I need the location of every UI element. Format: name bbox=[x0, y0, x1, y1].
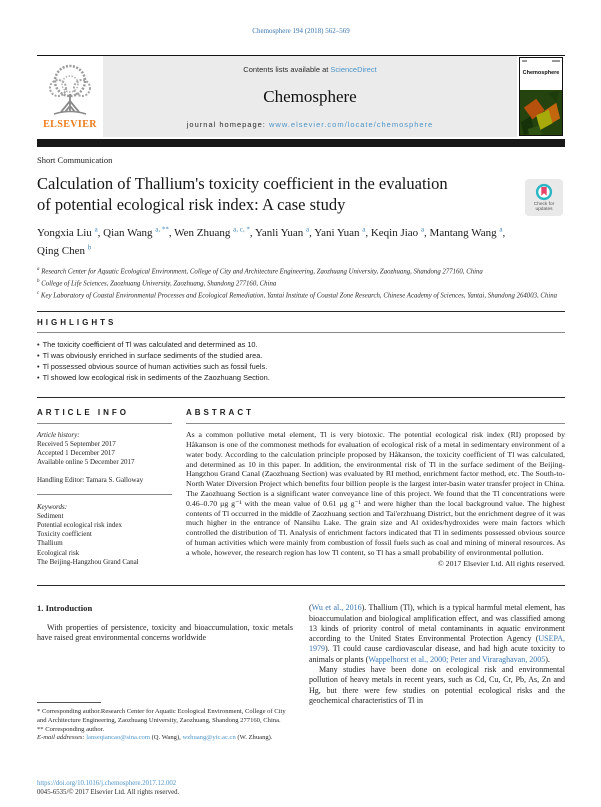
contents-prefix: Contents lists available at bbox=[243, 65, 331, 74]
sciencedirect-link[interactable]: ScienceDirect bbox=[330, 65, 377, 74]
author-affil-mark: b bbox=[87, 243, 92, 252]
paragraph-text: ( bbox=[309, 603, 312, 613]
highlight-text: Tl showed low ecological risk in sediments of the Zaozhuang Section. bbox=[42, 373, 270, 383]
article-footer bbox=[37, 779, 179, 797]
check-for-updates-button[interactable] bbox=[525, 179, 563, 216]
abstract-column bbox=[186, 408, 565, 569]
highlight-item bbox=[37, 350, 565, 361]
cover-header bbox=[520, 58, 562, 90]
affiliation-text: Research Center for Aquatic Ecological Environment, College of City and Architecture Engineering, Zaozhuang University, Zaozhuang, Shandong 277160, China bbox=[39, 268, 483, 276]
author-affil-mark: a bbox=[94, 225, 98, 233]
bullet-icon: • bbox=[37, 373, 40, 383]
author-separator: , bbox=[249, 226, 255, 239]
author-name: Yani Yuan bbox=[314, 226, 360, 239]
doi-link[interactable]: https://doi.org/10.1016/j.chemosphere.2017.12.002 bbox=[37, 780, 177, 787]
author-name: Qian Wang bbox=[103, 226, 153, 239]
check-updates-label-line2: updates bbox=[535, 207, 553, 212]
introduction-section bbox=[37, 603, 565, 706]
copyright-line: © 2017 Elsevier Ltd. All rights reserved. bbox=[437, 559, 565, 569]
divider bbox=[37, 332, 565, 333]
author-affil-mark: a bbox=[362, 225, 366, 233]
author-affil-mark: a bbox=[499, 225, 503, 233]
email-owner: (Q. Wang), bbox=[149, 734, 183, 742]
keyword: Potential ecological risk index bbox=[37, 520, 122, 529]
paragraph-text: ). bbox=[545, 654, 550, 664]
keyword: Toxicity coefficient bbox=[37, 530, 92, 539]
highlights-list bbox=[37, 339, 565, 383]
article-title-line2: of potential ecological risk index: A case study bbox=[37, 194, 346, 214]
highlight-text: The toxicity coefficient of Tl was calculated and determined as 10. bbox=[42, 340, 258, 350]
affiliation-list bbox=[37, 265, 565, 300]
author-name: Wen Zhuang bbox=[174, 226, 231, 239]
highlight-text: Tl possessed obvious source of human activities such as fossil fuels. bbox=[42, 362, 268, 372]
author-name: Yanli Yuan bbox=[254, 226, 304, 239]
article-info-heading: ARTICLE INFO bbox=[37, 408, 129, 418]
intro-right-column bbox=[309, 603, 565, 706]
author-name: Qing Chen bbox=[37, 244, 85, 257]
keyword: Ecological risk bbox=[37, 548, 80, 557]
journal-cover-thumbnail[interactable] bbox=[519, 57, 563, 136]
author bbox=[37, 227, 103, 239]
cover-art-image bbox=[520, 90, 562, 135]
author-separator: , bbox=[365, 226, 371, 239]
article-info-column bbox=[37, 408, 172, 569]
section-heading: 1. Introduction bbox=[37, 603, 93, 614]
intro-left-column bbox=[37, 603, 293, 706]
cover-title: Chemosphere bbox=[522, 70, 560, 76]
author-separator: , bbox=[502, 226, 506, 239]
issn-copyright-line: 0045-6535/© 2017 Elsevier Ltd. All rights reserved. bbox=[37, 789, 180, 796]
crossmark-icon bbox=[535, 183, 553, 201]
affiliation bbox=[37, 265, 565, 277]
homepage-line bbox=[107, 120, 513, 129]
affiliation bbox=[37, 289, 565, 301]
paragraph-text: ). Tl could cause cardiovascular disease, and had high acute toxicity to animals or plants ( bbox=[309, 644, 565, 664]
check-updates-label-line1: Check for bbox=[533, 201, 555, 207]
handling-editor: Handling Editor: Tamara S. Galloway bbox=[37, 476, 144, 485]
highlights-heading: HIGHLIGHTS bbox=[37, 318, 117, 328]
author-name: Keqin Jiao bbox=[370, 226, 419, 239]
elsevier-tree-icon bbox=[44, 62, 96, 118]
footnote-divider bbox=[37, 702, 101, 703]
highlight-text: Tl was obviously enriched in surface sediments of the studied area. bbox=[42, 351, 263, 361]
intro-paragraph bbox=[309, 603, 565, 665]
divider bbox=[37, 494, 172, 495]
journal-header bbox=[37, 56, 565, 137]
email-owner: (W. Zhuang). bbox=[235, 734, 273, 742]
journal-header-center bbox=[103, 56, 517, 137]
history-item: Accepted 1 December 2017 bbox=[37, 448, 115, 457]
keyword: The Beijing-Hangzhou Grand Canal bbox=[37, 557, 139, 566]
corresponding-author-note-2: ** Corresponding author. bbox=[37, 725, 105, 733]
intro-paragraph: Many studies have been done on ecological risk and environmental pollution of heavy metals in recent years, such as Cd, Cu, Cr, Pb, As, Zn and Hg, but there were few studies on potential ecological risks and the geochemical characteristics of Tl in bbox=[309, 665, 565, 705]
history-label: Article history: bbox=[37, 430, 80, 439]
citation-link[interactable]: Wu et al., 2016 bbox=[311, 603, 362, 613]
homepage-label: journal homepage: bbox=[186, 120, 269, 129]
divider bbox=[37, 585, 565, 586]
author bbox=[255, 227, 314, 239]
affiliation-mark: b bbox=[37, 278, 40, 284]
homepage-url-link[interactable]: www.elsevier.com/locate/chemosphere bbox=[268, 120, 434, 129]
cover-mark-icon bbox=[522, 60, 527, 62]
header-black-bar bbox=[37, 139, 565, 147]
highlight-item bbox=[37, 361, 565, 372]
journal-title: Chemosphere bbox=[263, 87, 357, 106]
citation-link[interactable]: Wappelhorst et al., 2000; Peter and Viraraghavan, 2005 bbox=[368, 654, 546, 664]
footnote-block bbox=[37, 702, 295, 743]
history-item: Available online 5 December 2017 bbox=[37, 458, 135, 467]
article-title-line1: Calculation of Thallium's toxicity coefficient in the evaluation bbox=[37, 174, 448, 193]
affiliation bbox=[37, 277, 565, 289]
divider bbox=[37, 423, 172, 424]
author bbox=[174, 227, 255, 239]
author-affil-mark: a, ** bbox=[155, 225, 169, 233]
author-name: Mantang Wang bbox=[429, 226, 497, 239]
author-name: Yongxia Liu bbox=[37, 226, 92, 239]
highlight-item bbox=[37, 372, 565, 383]
citation-link[interactable]: USEPA, 1979 bbox=[309, 634, 565, 654]
elsevier-logo bbox=[37, 56, 103, 137]
paragraph-text: ). Thallium (Tl), which is a typical harmful metal element, has bioaccumulation and biological amplification effect, and was classified among 13 kinds of priority control of metal contaminants in aquatic environment according to the United States Environmental Protection Agency ( bbox=[309, 603, 566, 644]
author bbox=[314, 227, 371, 239]
author bbox=[430, 227, 506, 239]
author-list bbox=[37, 222, 522, 258]
author bbox=[103, 227, 174, 239]
bullet-icon: • bbox=[37, 351, 40, 361]
author-affil-mark: a bbox=[420, 225, 425, 233]
author-separator: , bbox=[97, 226, 104, 239]
elsevier-wordmark: ELSEVIER bbox=[43, 119, 97, 130]
divider bbox=[186, 423, 565, 424]
affiliation-mark: c bbox=[37, 290, 40, 296]
journal-cover-cell bbox=[517, 56, 565, 137]
info-abstract-section bbox=[37, 408, 565, 569]
abstract-heading: ABSTRACT bbox=[186, 408, 254, 418]
author bbox=[37, 245, 91, 257]
author-affil-mark: a, c, * bbox=[233, 225, 250, 233]
affiliation-text: Key Laboratory of Coastal Environmental Processes and Ecological Remediation, Yantai Institute of Coastal Zone Research, Chinese Academy of Sciences, Yantai, Shandong 264003, China bbox=[39, 291, 558, 299]
author-separator: , bbox=[309, 226, 315, 239]
check-updates-label bbox=[534, 202, 555, 213]
article-type: Short Communication bbox=[37, 155, 113, 165]
bullet-icon: • bbox=[37, 340, 40, 350]
bullet-icon: • bbox=[37, 362, 40, 372]
cover-mark-icon bbox=[552, 60, 560, 62]
keyword: Sediment bbox=[37, 511, 64, 520]
email-addresses-line bbox=[37, 734, 295, 743]
email-link[interactable]: wzhuang@yic.ac.cn bbox=[182, 734, 236, 742]
journal-citation[interactable]: Chemosphere 194 (2018) 562–569 bbox=[252, 27, 350, 35]
affiliation-text: College of Life Sciences, Zaozhuang University, Zaozhuang, Shandong 277160, China bbox=[39, 280, 277, 288]
email-link[interactable]: lanseqiancao@sina.com bbox=[86, 734, 150, 742]
keywords-label: Keywords: bbox=[37, 502, 68, 511]
divider bbox=[37, 397, 565, 398]
keyword: Thallium bbox=[37, 539, 63, 548]
affiliation-mark: a bbox=[37, 267, 40, 273]
corresponding-author-note: * Corresponding author.Research Center for Aquatic Ecological Environment, College of City and Architecture Engineering, Zaozhuang University, Zaozhuang, Shandong 277160, China. bbox=[37, 708, 286, 724]
article-title bbox=[37, 174, 507, 215]
author-affil-mark: a bbox=[306, 225, 310, 233]
abstract-text: As a common pollutive metal element, Tl is very biotoxic. The potential ecological risk index (RI) proposed by Håkanson is one of the commonest methods for evaluation of ecological risk of a metal in sedimentary environment of a water body. According to the calculation principle proposed by Håkanson, the toxicity coefficient of Tl was calculated, and determined as 10 in this paper. In addition, the environmental risk of Tl in the surface sediment of the Beijing-Hangzhou Grand Canal (Zaozhuang Section) was evaluated by RI method, enrichment factor method, etc. The South-to-North Water Diversion Project which benefits four billion people is the largest inter-basin water transfer project in China. The Zaozhuang Section is a significant water conveyance line of this project. We found that the Tl concentrations were 0.46–0.70 μg g⁻¹ with the mean value of 0.61 μg g⁻¹ and were higher than the local background value. The highest contents of Tl occurred in the middle of Zaozhuang section and Tai'erzhuang District, but the enrichment degree of it was much higher in the entrance of Nansihu Lake. The grain size and Al oxides/hydroxides were main factors which controlled the distribution of Tl. Analysis of enrichment factors indicated that Tl in sediments possessed obvious source of human activities which were mainly from combustion of fossil fuels such as coal and mining of mineral resources. As a whole, however, the research region has low Tl content, so Tl has a small probability of environmental pollution. bbox=[186, 430, 565, 557]
highlight-item bbox=[37, 339, 565, 350]
intro-paragraph: With properties of persistence, toxicity and bioaccumulation, toxic metals have raised great environmental concerns worldwide bbox=[37, 622, 293, 642]
author bbox=[371, 227, 430, 239]
email-label: E-mail addresses: bbox=[37, 734, 87, 742]
history-item: Received 5 September 2017 bbox=[37, 439, 116, 448]
divider bbox=[37, 311, 565, 312]
author-separator: , bbox=[424, 226, 430, 239]
contents-line bbox=[107, 65, 513, 74]
author-separator: , bbox=[168, 226, 175, 239]
